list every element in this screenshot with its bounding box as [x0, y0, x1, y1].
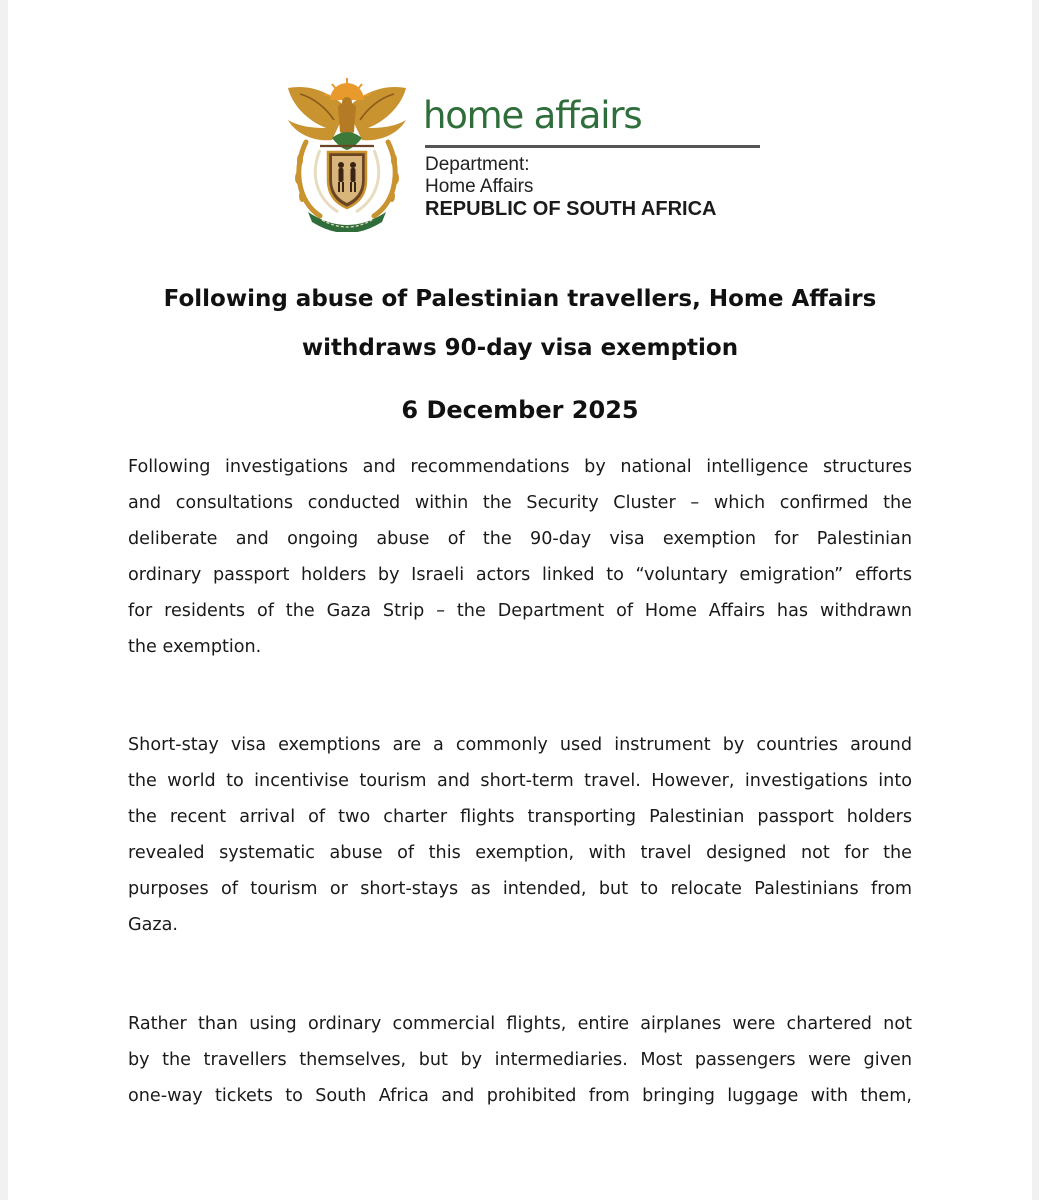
paragraph-line: Short-stay visa exemptions are a commonly used instrument by countries around — [128, 735, 912, 755]
paragraph-1 — [128, 449, 912, 665]
paragraph-line: purposes of tourism or short-stays as intended, but to relocate Palestinians from — [128, 879, 912, 899]
paragraph-line: one-way tickets to South Africa and prohibited from bringing luggage with them, — [128, 1086, 912, 1106]
paragraph-line: deliberate and ongoing abuse of the 90-day visa exemption for Palestinian — [128, 529, 912, 549]
paragraph-2 — [128, 727, 912, 943]
brand-wordmark: home affairs — [423, 94, 642, 137]
headline-line-2: withdraws 90-day visa exemption — [301, 335, 739, 361]
document-page — [8, 0, 1032, 1200]
brand-divider — [425, 145, 760, 148]
paragraph-line: Following investigations and recommendations by national intelligence structures — [128, 457, 912, 477]
paragraph-line: the world to incentivise tourism and short-term travel. However, investigations into — [128, 771, 912, 791]
headline-line-1: Following abuse of Palestinian travellers, Home Affairs — [163, 286, 877, 312]
country-name: REPUBLIC OF SOUTH AFRICA — [425, 198, 717, 220]
paragraph-line: Gaza. — [128, 915, 179, 935]
paragraph-line: the recent arrival of two charter flights transporting Palestinian passport holders — [128, 807, 912, 827]
paragraph-line: and consultations conducted within the Security Cluster – which confirmed the — [128, 493, 912, 513]
release-date: 6 December 2025 — [401, 396, 639, 424]
department-name: Home Affairs — [425, 176, 534, 197]
department-label: Department: — [425, 154, 530, 175]
paragraph-line: ordinary passport holders by Israeli actors linked to “voluntary emigration” efforts — [128, 565, 912, 585]
paragraph-line: the exemption. — [128, 637, 262, 657]
paragraph-line: by the travellers themselves, but by intermediaries. Most passengers were given — [128, 1050, 912, 1070]
south-africa-coat-of-arms-icon — [280, 70, 414, 232]
paragraph-line: Rather than using ordinary commercial flights, entire airplanes were chartered not — [128, 1014, 912, 1034]
paragraph-line: revealed systematic abuse of this exemption, with travel designed not for the — [128, 843, 912, 863]
paragraph-3 — [128, 1006, 912, 1114]
paragraph-line: for residents of the Gaza Strip – the Department of Home Affairs has withdrawn — [128, 601, 912, 621]
